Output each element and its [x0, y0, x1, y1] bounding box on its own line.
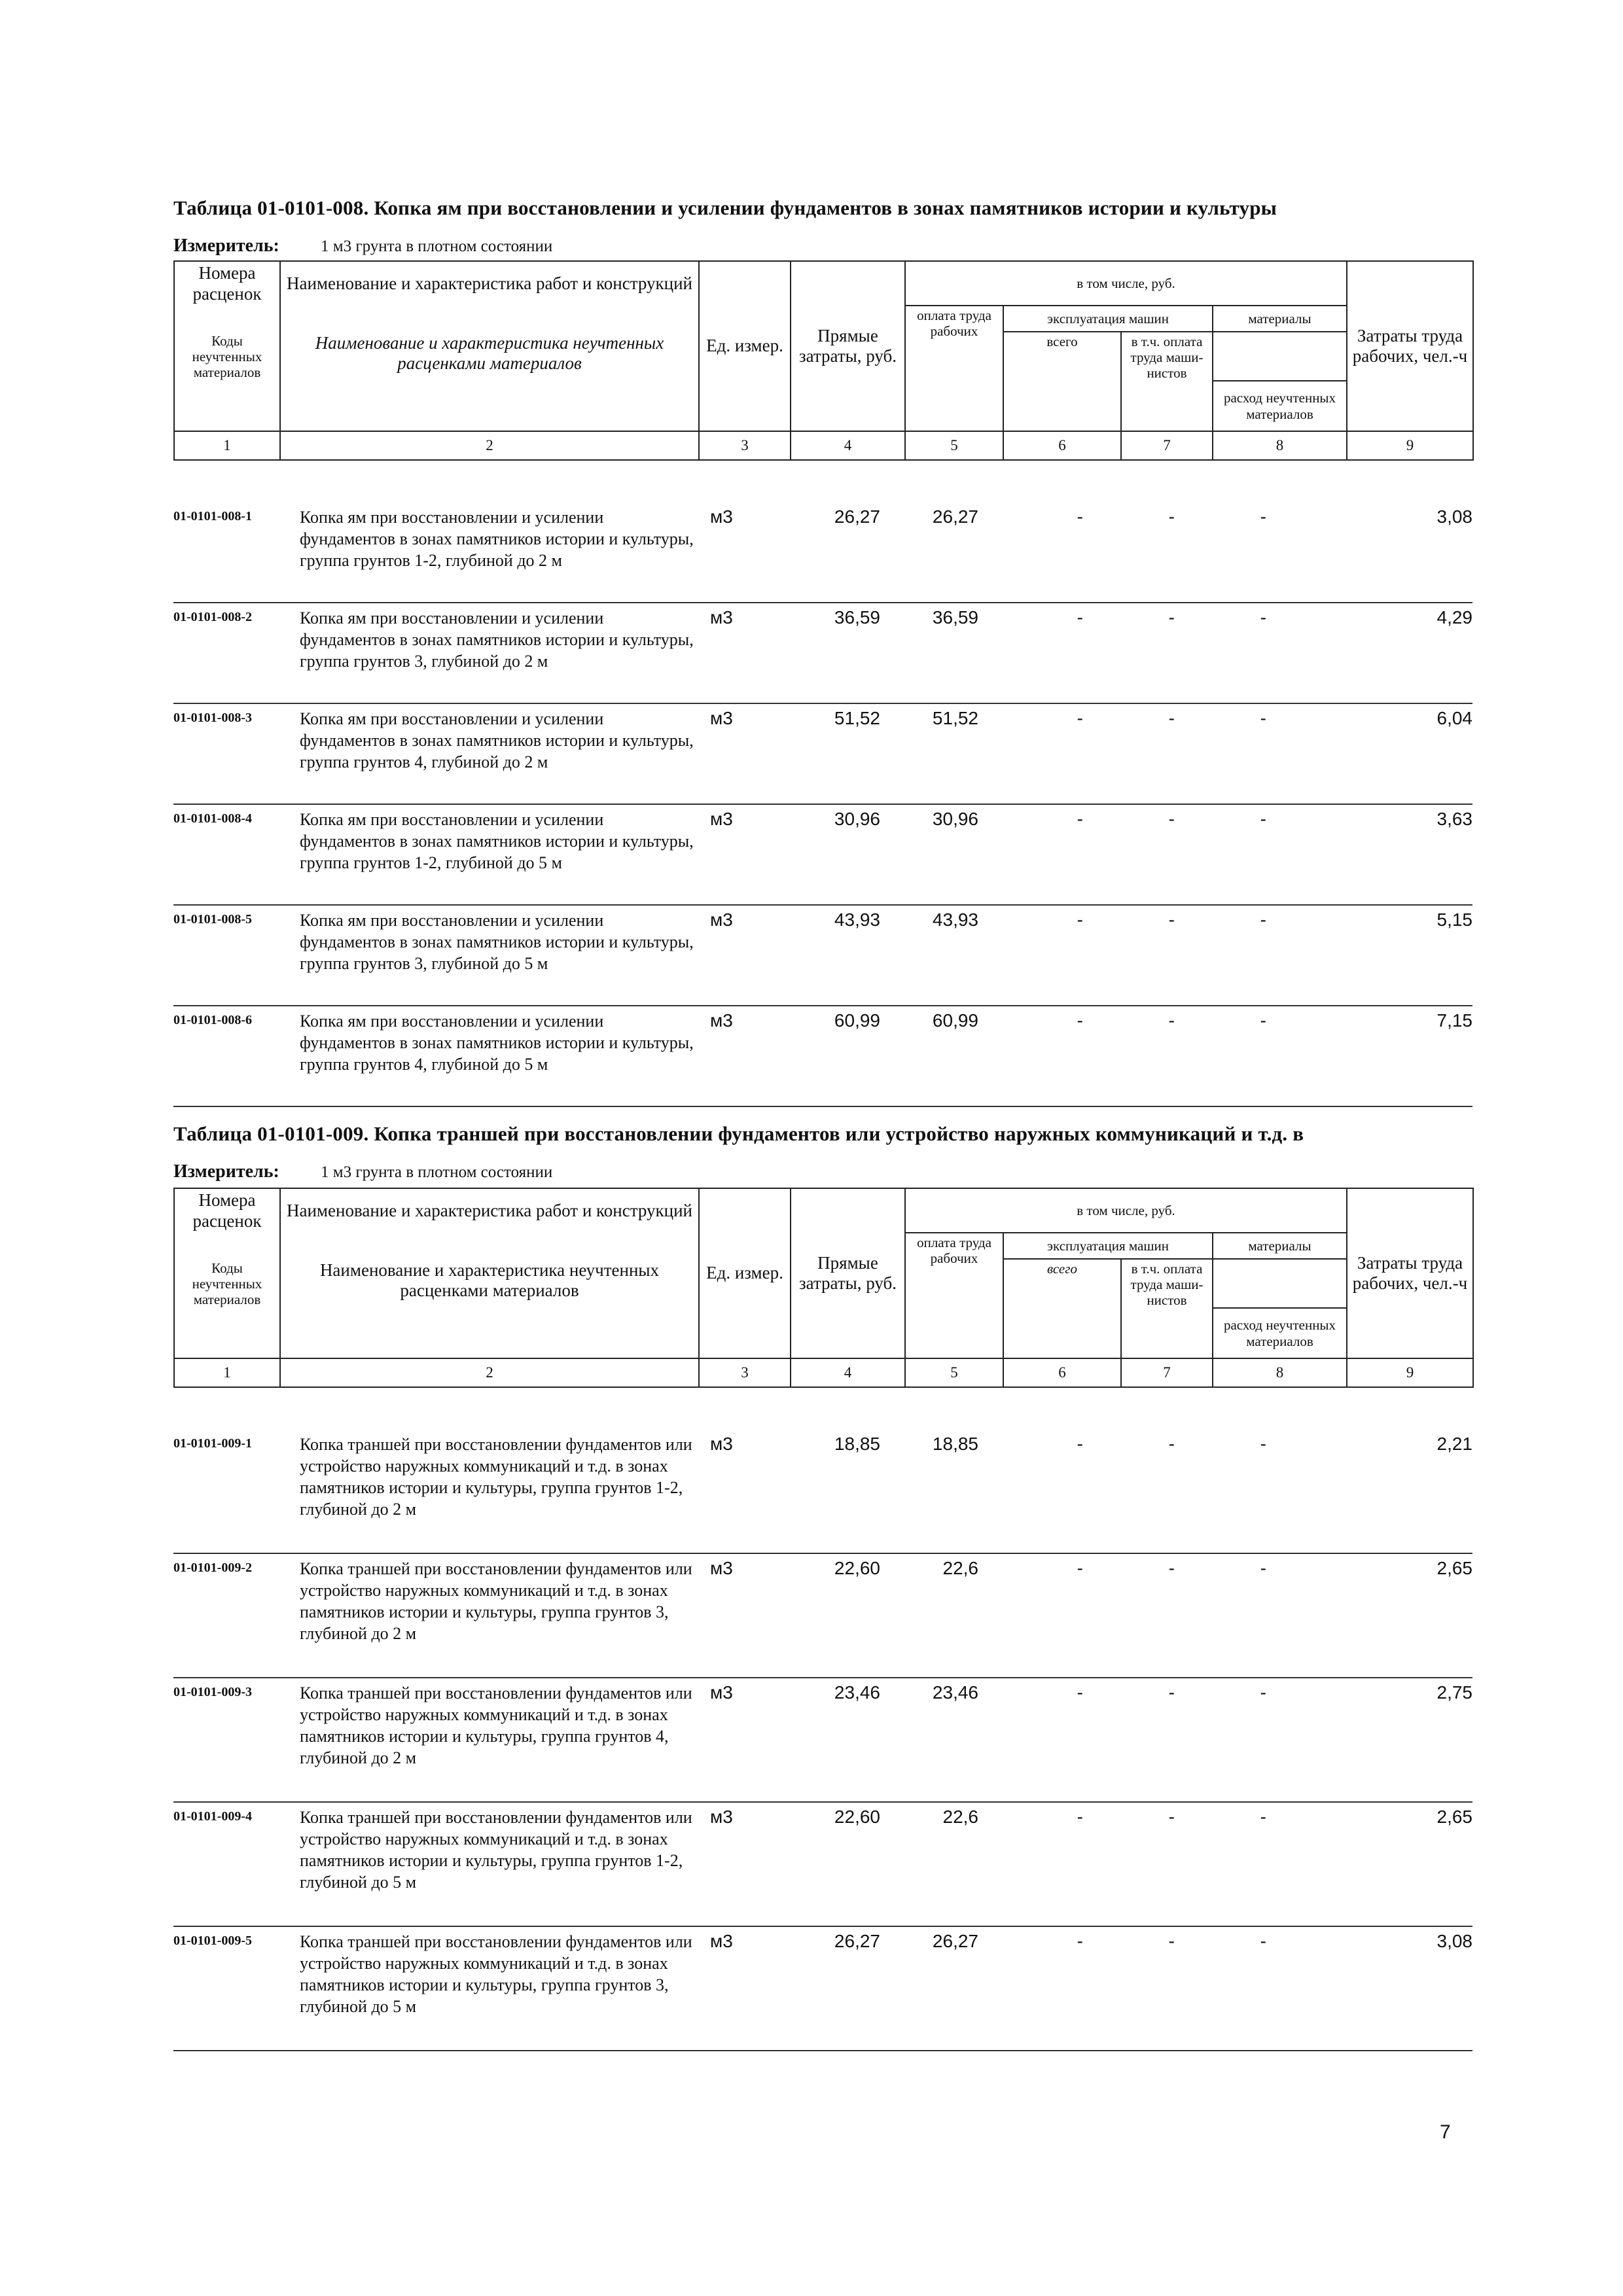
- direct-costs: 30,96: [834, 809, 880, 829]
- materials: -: [1260, 1434, 1266, 1454]
- labor-pay: 22,6: [942, 1807, 978, 1827]
- labor-hours: 2,65: [1436, 1558, 1472, 1578]
- machines-total: -: [1077, 910, 1083, 930]
- rate-description: Копка ям при восстановлении и усилении фундаментов в зонах памятников истории и культуры, группа грунтов 1-2, глубиной до 2 м: [300, 508, 694, 570]
- header-labor-pay: оплата труда рабочих: [905, 306, 1003, 431]
- rate-unit: м3: [710, 1434, 733, 1454]
- rate-code: 01-0101-009-5: [173, 1934, 252, 1948]
- table-body: [173, 503, 1472, 1107]
- column-number: 4: [791, 431, 905, 460]
- header-machines: эксплуатация машин: [1003, 306, 1213, 332]
- header-material-name: Наименование и характеристика неучтенных расценками материалов: [280, 1259, 699, 1358]
- labor-hours: 2,75: [1436, 1682, 1472, 1703]
- labor-pay: 23,46: [932, 1682, 978, 1703]
- header-spacer: [174, 1233, 280, 1259]
- direct-costs: 60,99: [834, 1010, 880, 1031]
- column-number: 5: [905, 431, 1003, 460]
- rate-unit: м3: [710, 506, 733, 527]
- header-unit: Ед. измер.: [699, 261, 791, 431]
- direct-costs: 22,60: [834, 1807, 880, 1827]
- machinist-pay: -: [1168, 910, 1175, 930]
- rate-code: 01-0101-008-1: [173, 509, 252, 523]
- header-unit: Ед. измер.: [699, 1188, 791, 1358]
- column-number: 8: [1213, 1358, 1347, 1387]
- header-labor-hours: Затраты труда рабочих, чел.-ч: [1347, 1188, 1473, 1358]
- column-number: 7: [1121, 1358, 1213, 1387]
- direct-costs: 43,93: [834, 910, 880, 930]
- rate-description: Копка траншей при восстановлении фундаментов или устройство наружных коммуникаций и т.д. в зонах памятников истории и культуры, группа грунтов 1-2, глубиной до 5 м: [300, 1808, 692, 1892]
- measurer-label: Измеритель:: [173, 236, 279, 256]
- column-number: 6: [1003, 431, 1121, 460]
- rate-unit: м3: [710, 607, 733, 627]
- direct-costs: 36,59: [834, 607, 880, 627]
- machinist-pay: -: [1168, 809, 1175, 829]
- materials: -: [1260, 1558, 1266, 1578]
- header-labor-hours: Затраты труда рабочих, чел.-ч: [1347, 261, 1473, 431]
- header-spacer: [280, 306, 699, 332]
- direct-costs: 51,52: [834, 708, 880, 728]
- machines-total: -: [1077, 1682, 1083, 1703]
- machinist-pay: -: [1168, 708, 1175, 728]
- table-row: [173, 1006, 1472, 1107]
- labor-pay: 51,52: [932, 708, 978, 728]
- machinist-pay: -: [1168, 1010, 1175, 1031]
- table-row: [173, 1554, 1472, 1678]
- machines-total: -: [1077, 1010, 1083, 1031]
- table-row: [173, 503, 1472, 603]
- rate-code: 01-0101-009-1: [173, 1436, 252, 1451]
- labor-pay: 18,85: [932, 1434, 978, 1454]
- machinist-pay: -: [1168, 506, 1175, 527]
- machines-total: -: [1077, 607, 1083, 627]
- machinist-pay: -: [1168, 1682, 1175, 1703]
- page-number: 7: [1440, 2121, 1451, 2143]
- rate-code: 01-0101-008-5: [173, 912, 252, 927]
- table-row: [173, 805, 1472, 906]
- rate-unit: м3: [710, 1931, 733, 1951]
- table-row: [173, 906, 1472, 1006]
- labor-pay: 36,59: [932, 607, 978, 627]
- table-header: [173, 1188, 1474, 1388]
- rate-code: 01-0101-008-4: [173, 811, 252, 826]
- labor-hours: 5,15: [1436, 910, 1472, 930]
- header-materials: материалы: [1213, 306, 1347, 332]
- header-materials-unaccounted: расход неучтенных материалов: [1213, 1308, 1347, 1358]
- header-machinist-pay: в т.ч. оплата труда маши-нистов: [1121, 1259, 1213, 1358]
- labor-hours: 3,08: [1436, 1931, 1472, 1951]
- machinist-pay: -: [1168, 1558, 1175, 1578]
- labor-pay: 30,96: [932, 809, 978, 829]
- rate-description: Копка ям при восстановлении и усилении фундаментов в зонах памятников истории и культуры, группа грунтов 3, глубиной до 2 м: [300, 609, 694, 671]
- column-number: 1: [174, 1358, 280, 1387]
- rate-unit: м3: [710, 708, 733, 728]
- header-work-name: Наименование и характеристика работ и конструкций: [280, 261, 699, 306]
- labor-hours: 2,65: [1436, 1807, 1472, 1827]
- machines-total: -: [1077, 1807, 1083, 1827]
- materials: -: [1260, 809, 1266, 829]
- rate-description: Копка ям при восстановлении и усилении фундаментов в зонах памятников истории и культуры, группа грунтов 4, глубиной до 5 м: [300, 1012, 694, 1074]
- header-labor-pay: оплата труда рабочих: [905, 1233, 1003, 1358]
- header-work-name: Наименование и характеристика работ и конструкций: [280, 1188, 699, 1233]
- rate-description: Копка ям при восстановлении и усилении фундаментов в зонах памятников истории и культуры, группа грунтов 3, глубиной до 5 м: [300, 911, 694, 973]
- rate-code: 01-0101-009-4: [173, 1809, 252, 1824]
- measurer-value: 1 м3 грунта в плотном состоянии: [321, 238, 553, 255]
- table-row: [173, 1803, 1472, 1927]
- materials: -: [1260, 708, 1266, 728]
- table-row: [173, 704, 1472, 805]
- table-header: [173, 260, 1474, 461]
- table-title: Таблица 01-0101-009. Копка траншей при восстановлении фундаментов или устройство наружных коммуникаций и т.д. в: [173, 1122, 1304, 1145]
- direct-costs: 23,46: [834, 1682, 880, 1703]
- column-number: 8: [1213, 431, 1347, 460]
- direct-costs: 22,60: [834, 1558, 880, 1578]
- measurer-value: 1 м3 грунта в плотном состоянии: [321, 1163, 553, 1181]
- direct-costs: 26,27: [834, 506, 880, 527]
- rate-unit: м3: [710, 1558, 733, 1578]
- materials: -: [1260, 607, 1266, 627]
- materials: -: [1260, 1010, 1266, 1031]
- rate-code: 01-0101-009-2: [173, 1561, 252, 1575]
- machines-total: -: [1077, 708, 1083, 728]
- materials: -: [1260, 910, 1266, 930]
- table-title: Таблица 01-0101-008. Копка ям при восстановлении и усилении фундаментов в зонах памятников истории и культуры: [173, 196, 1277, 219]
- rate-description: Копка ям при восстановлении и усилении фундаментов в зонах памятников истории и культуры, группа грунтов 1-2, глубиной до 5 м: [300, 810, 694, 872]
- labor-hours: 3,63: [1436, 809, 1472, 829]
- header-material-codes: Коды неучтенных материалов: [174, 332, 280, 431]
- labor-hours: 2,21: [1436, 1434, 1472, 1454]
- header-machinist-pay: в т.ч. оплата труда маши-нистов: [1121, 332, 1213, 431]
- labor-pay: 43,93: [932, 910, 978, 930]
- rate-unit: м3: [710, 1682, 733, 1703]
- header-direct-costs: Прямые затраты, руб.: [791, 1188, 905, 1358]
- direct-costs: 18,85: [834, 1434, 880, 1454]
- machines-total: -: [1077, 506, 1083, 527]
- header-machines: эксплуатация машин: [1003, 1233, 1213, 1259]
- materials: -: [1260, 1807, 1266, 1827]
- labor-pay: 60,99: [932, 1010, 978, 1031]
- machines-total: -: [1077, 809, 1083, 829]
- rate-code: 01-0101-009-3: [173, 1685, 252, 1699]
- machines-total: -: [1077, 1434, 1083, 1454]
- machines-total: -: [1077, 1558, 1083, 1578]
- materials: -: [1260, 1931, 1266, 1951]
- materials: -: [1260, 506, 1266, 527]
- rate-code: 01-0101-008-6: [173, 1013, 252, 1027]
- header-including: в том числе, руб.: [905, 261, 1347, 306]
- header-spacer: [174, 306, 280, 332]
- machinist-pay: -: [1168, 607, 1175, 627]
- column-number: 9: [1347, 431, 1473, 460]
- column-number: 4: [791, 1358, 905, 1387]
- machinist-pay: -: [1168, 1434, 1175, 1454]
- column-number: 1: [174, 431, 280, 460]
- table-row: [173, 1430, 1472, 1554]
- measurer-label: Измеритель:: [173, 1161, 279, 1182]
- header-spacer: [280, 1233, 699, 1259]
- rate-description: Копка траншей при восстановлении фундаментов или устройство наружных коммуникаций и т.д. в зонах памятников истории и культуры, группа грунтов 3, глубиной до 2 м: [300, 1559, 692, 1643]
- column-number: 2: [280, 1358, 699, 1387]
- rate-code: 01-0101-008-3: [173, 711, 252, 725]
- labor-pay: 22,6: [942, 1558, 978, 1578]
- header-machines-total: всего: [1003, 332, 1121, 431]
- header-spacer: [1213, 332, 1347, 381]
- table-row: [173, 603, 1472, 704]
- machinist-pay: -: [1168, 1931, 1175, 1951]
- table-row: [173, 1927, 1472, 2051]
- labor-pay: 26,27: [932, 1931, 978, 1951]
- column-number: 3: [699, 431, 791, 460]
- measurer-line: [173, 1161, 552, 1182]
- rate-unit: м3: [710, 1807, 733, 1827]
- header-rate-numbers: Номера расценок: [174, 261, 280, 306]
- machines-total: -: [1077, 1931, 1083, 1951]
- header-material-codes: Коды неучтенных материалов: [174, 1259, 280, 1358]
- header-machines-total: всего: [1003, 1259, 1121, 1358]
- column-number: 6: [1003, 1358, 1121, 1387]
- header-including: в том числе, руб.: [905, 1188, 1347, 1233]
- table-body: [173, 1430, 1472, 2051]
- direct-costs: 26,27: [834, 1931, 880, 1951]
- labor-hours: 6,04: [1436, 708, 1472, 728]
- rate-description: Копка траншей при восстановлении фундаментов или устройство наружных коммуникаций и т.д. в зонах памятников истории и культуры, группа грунтов 4, глубиной до 2 м: [300, 1684, 692, 1767]
- header-materials: материалы: [1213, 1233, 1347, 1259]
- header-spacer: [1213, 1259, 1347, 1308]
- measurer-line: [173, 236, 552, 256]
- rate-unit: м3: [710, 910, 733, 930]
- header-material-name: Наименование и характеристика неучтенных расценками материалов: [280, 332, 699, 431]
- rate-unit: м3: [710, 809, 733, 829]
- column-number: 7: [1121, 431, 1213, 460]
- column-number: 9: [1347, 1358, 1473, 1387]
- labor-pay: 26,27: [932, 506, 978, 527]
- rate-description: Копка траншей при восстановлении фундаментов или устройство наружных коммуникаций и т.д. в зонах памятников истории и культуры, группа грунтов 3, глубиной до 5 м: [300, 1932, 692, 2016]
- labor-hours: 7,15: [1436, 1010, 1472, 1031]
- machinist-pay: -: [1168, 1807, 1175, 1827]
- labor-hours: 3,08: [1436, 506, 1472, 527]
- rate-code: 01-0101-008-2: [173, 610, 252, 624]
- labor-hours: 4,29: [1436, 607, 1472, 627]
- header-direct-costs: Прямые затраты, руб.: [791, 261, 905, 431]
- header-rate-numbers: Номера расценок: [174, 1188, 280, 1233]
- materials: -: [1260, 1682, 1266, 1703]
- column-number: 5: [905, 1358, 1003, 1387]
- rate-unit: м3: [710, 1010, 733, 1031]
- column-number: 3: [699, 1358, 791, 1387]
- column-number: 2: [280, 431, 699, 460]
- rate-description: Копка ям при восстановлении и усилении фундаментов в зонах памятников истории и культуры, группа грунтов 4, глубиной до 2 м: [300, 709, 694, 771]
- rate-description: Копка траншей при восстановлении фундаментов или устройство наружных коммуникаций и т.д. в зонах памятников истории и культуры, группа грунтов 1-2, глубиной до 2 м: [300, 1435, 692, 1519]
- header-materials-unaccounted: расход неучтенных материалов: [1213, 381, 1347, 431]
- table-row: [173, 1678, 1472, 1803]
